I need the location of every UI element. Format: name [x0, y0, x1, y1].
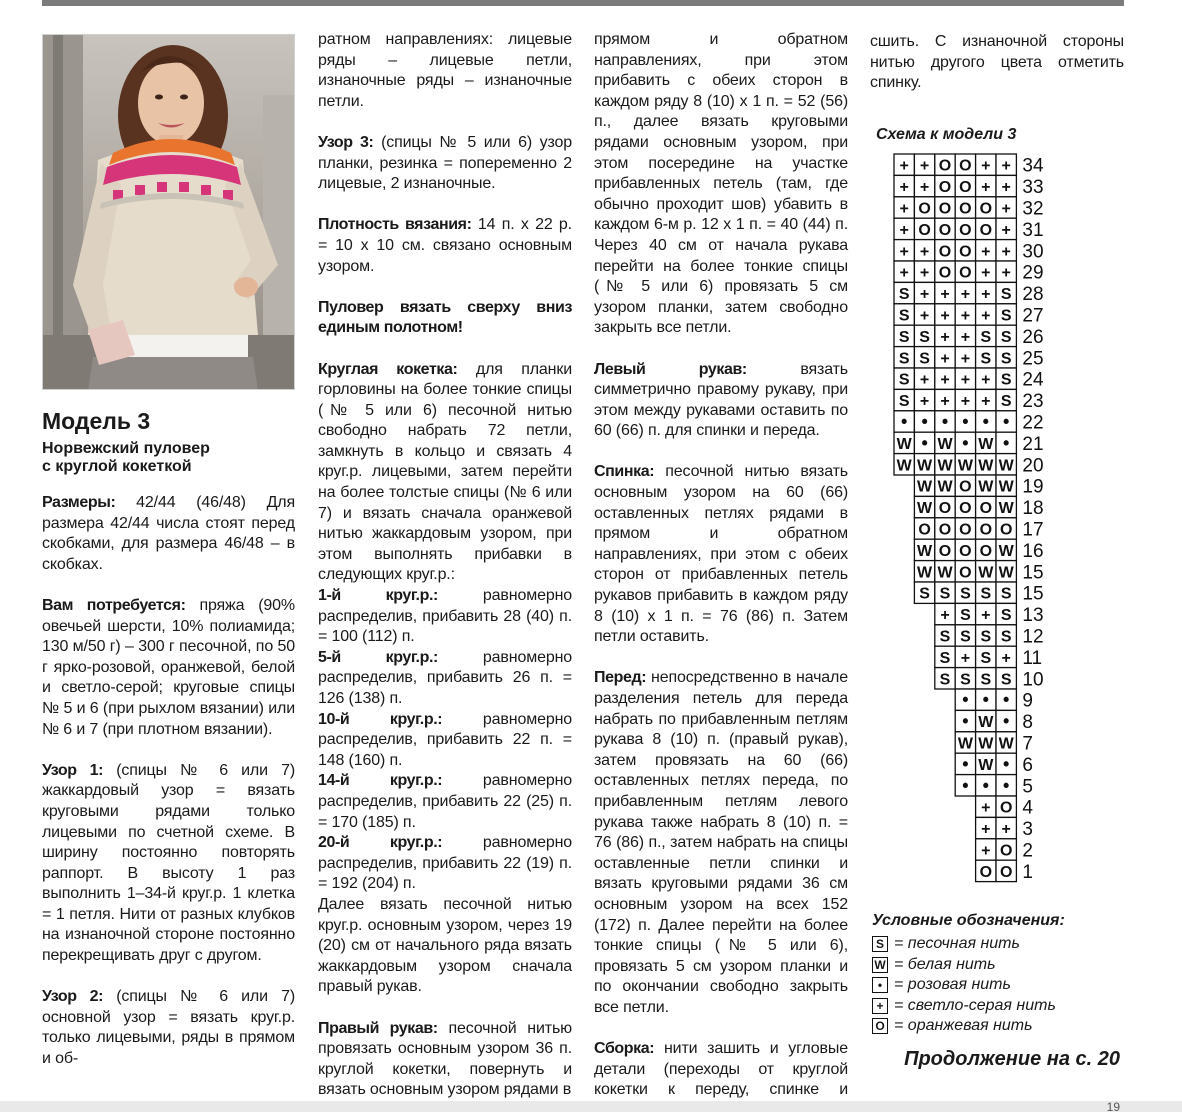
chart-cell-grey: +	[960, 307, 971, 325]
chart-row-label: 2	[1022, 840, 1033, 862]
chart-cell-white: W	[957, 735, 973, 753]
chart-cell-sand: S	[980, 350, 992, 368]
chart-cell-grey: +	[960, 649, 971, 667]
chart-cell-sand: S	[939, 585, 951, 603]
chart-cell-white: W	[998, 457, 1014, 475]
chart-cell-sand: S	[1000, 350, 1012, 368]
chart-title: Схема к модели 3	[876, 126, 1017, 143]
knitting-chart	[890, 152, 1070, 892]
chart-cell-sand: S	[898, 350, 910, 368]
chart-cell-grey: +	[899, 221, 909, 239]
chart-row-label: 22	[1022, 412, 1044, 434]
orange-ring-icon: O	[872, 1018, 888, 1034]
chart-row-label: 12	[1022, 626, 1044, 648]
round-1-lead: 1-й круг.р.:	[318, 587, 438, 605]
chart-cell-sand: S	[1000, 328, 1012, 346]
chart-cell-white: W	[917, 564, 933, 582]
chart-cell-grey: +	[981, 157, 991, 175]
chart-cell-orange: O	[959, 478, 972, 496]
pattern-3-lead: Узор 3:	[318, 133, 374, 151]
chart-cell-sand: S	[960, 628, 971, 646]
chart-cell-sand: S	[919, 350, 930, 368]
chart-row-label: 15	[1022, 583, 1044, 605]
chart-cell-white: W	[937, 564, 953, 582]
chart-cell-grey: +	[919, 264, 930, 282]
chart-row-label: 29	[1022, 262, 1044, 284]
chart-cell-orange: O	[959, 521, 972, 539]
round-1-paragraph	[318, 586, 572, 648]
chart-cell-orange: O	[918, 521, 931, 539]
chart-row-label: 10	[1022, 669, 1044, 691]
chart-cell-white: W	[998, 542, 1014, 560]
round-5-text: равномерно распределив, прибавить 26 п. = 126 (138) п.	[318, 648, 572, 707]
chart-cell-sand: S	[919, 328, 930, 346]
chart-cell-orange: O	[959, 542, 972, 560]
chart-cell-orange: O	[979, 542, 993, 560]
chart-cell-orange: O	[999, 521, 1013, 539]
model-subtitle-line-1: Норвежский пуловер	[42, 440, 210, 457]
chart-cell-grey: +	[1001, 200, 1011, 218]
chart-cell-orange: O	[938, 179, 952, 197]
chart-row-label: 6	[1022, 754, 1033, 776]
assembly-continued: сшить. С изнаночной стороны нитью другого цвета отметить спинку.	[870, 33, 1124, 92]
pattern-2-paragraph	[42, 987, 295, 1069]
chart-row-label: 19	[1022, 476, 1044, 498]
chart-cell-orange: O	[979, 221, 993, 239]
materials-text: пряжа (90% овечьей шерсти, 10% полиамида; 130 м/50 г) – 300 г песочной, по 50 г ярко-розовой, оранжевой, белой и светло-серой; круговые спицы № 5 и 6 (при рыхлом вязании) или № 6 и 7 (при плотном вязании).	[42, 596, 296, 738]
legend-label: = песочная нить	[894, 935, 1020, 953]
chart-row-label: 26	[1022, 326, 1044, 348]
chart-cell-sand: S	[1000, 671, 1012, 689]
chart-cell-sand: S	[898, 307, 910, 325]
chart-cell-grey: +	[981, 243, 991, 261]
round-10-paragraph	[318, 710, 572, 772]
chart-cell-grey: +	[940, 371, 950, 389]
assembly-lead: Сборка:	[594, 1040, 655, 1058]
chart-cell-sand: S	[1000, 307, 1012, 325]
legend-label: = светло-серая нить	[894, 996, 1056, 1014]
chart-cell-orange: O	[999, 863, 1013, 881]
round-14-paragraph	[318, 771, 572, 833]
pink-dot-icon: •	[872, 977, 888, 993]
yoke-continuation: Далее вязать песочной нитью круг.р. основным узором, через 19 (20) см от начального ряда вязать жаккардовым узором сначала правый рукав.	[318, 895, 572, 996]
chart-cell-grey: +	[960, 371, 971, 389]
chart-cell-white: W	[978, 756, 994, 774]
right-sleeve-paragraph	[318, 1019, 572, 1101]
legend	[872, 934, 1056, 1037]
chart-cell-sand: S	[960, 607, 971, 625]
chart-row-label: 20	[1022, 455, 1044, 477]
chart-cell-white: W	[957, 457, 973, 475]
chart-cell-grey: +	[940, 607, 950, 625]
round-20-lead: 20-й круг.р.:	[318, 834, 443, 852]
chart-cell-pink: •	[1003, 775, 1010, 796]
round-5-paragraph	[318, 648, 572, 710]
chart-cell-orange: O	[999, 842, 1013, 860]
chart-cell-white: W	[978, 735, 994, 753]
chart-row-label: 8	[1022, 712, 1033, 734]
chart-cell-orange: O	[938, 243, 952, 261]
chart-cell-pink: •	[962, 775, 969, 796]
chart-cell-orange: O	[979, 863, 993, 881]
chart-cell-pink: •	[1003, 411, 1010, 432]
chart-cell-white: W	[917, 542, 933, 560]
round-20-paragraph	[318, 833, 572, 895]
chart-cell-grey: +	[981, 821, 991, 839]
chart-cell-sand: S	[980, 585, 992, 603]
chart-cell-orange: O	[938, 200, 952, 218]
density-text: 14 п. х 22 р. = 10 х 10 см. связано основным узором.	[318, 216, 572, 275]
chart-cell-grey: +	[960, 328, 971, 346]
chart-row-label: 21	[1022, 433, 1044, 455]
chart-cell-orange: O	[938, 521, 952, 539]
chart-cell-white: W	[896, 457, 912, 475]
chart-cell-grey: +	[1001, 243, 1011, 261]
chart-cell-white: W	[978, 564, 994, 582]
chart-cell-grey: +	[1001, 221, 1011, 239]
chart-row-label: 34	[1022, 155, 1044, 177]
chart-row-label: 25	[1022, 348, 1044, 370]
front-lead: Перед:	[594, 669, 647, 687]
chart-cell-orange: O	[959, 179, 972, 197]
chart-row-label: 23	[1022, 391, 1044, 413]
chart-cell-pink: •	[901, 411, 908, 432]
chart-cell-white: W	[998, 478, 1014, 496]
chart-cell-sand: S	[939, 628, 951, 646]
chart-cell-white: W	[978, 435, 994, 453]
round-10-lead: 10-й круг.р.:	[318, 710, 443, 728]
chart-cell-orange: O	[979, 200, 993, 218]
legend-title: Условные обозначения:	[872, 912, 1065, 929]
legend-label: = белая нить	[894, 955, 996, 973]
legend-item-pink	[872, 975, 1056, 996]
chart-cell-grey: +	[981, 264, 991, 282]
legend-item-white	[872, 955, 1056, 976]
chart-cell-white: W	[917, 478, 933, 496]
chart-cell-pink: •	[962, 753, 969, 774]
chart-cell-grey: +	[940, 393, 950, 411]
chart-cell-pink: •	[1003, 753, 1010, 774]
chart-cell-pink: •	[962, 432, 969, 453]
chart-cell-sand: S	[919, 585, 930, 603]
chart-row-label: 1	[1022, 861, 1033, 883]
chart-cell-orange: O	[918, 200, 931, 218]
chart-cell-orange: O	[959, 221, 972, 239]
chart-cell-sand: S	[1000, 628, 1012, 646]
sizes-text: 42/44 (46/48) Для размера 42/44 числа стоят перед скобками, для размера 46/48 – в скобках.	[42, 494, 295, 573]
chart-row-label: 24	[1022, 369, 1044, 391]
chart-cell-orange: O	[959, 264, 972, 282]
chart-cell-orange: O	[938, 264, 952, 282]
assembly-text: нити зашить и угловые детали (переходы от круглой кокетки к переду, спинке и	[594, 1040, 848, 1099]
chart-cell-grey: +	[919, 371, 930, 389]
right-sleeve-text: песочной нитью провязать основным узором 36 п. круглой кокетки, повернуть и вязать основным узором рядами в	[318, 1019, 572, 1099]
chart-cell-white: W	[896, 435, 912, 453]
top-rule	[42, 0, 1124, 6]
round-1-text: равномерно распределив, прибавить 28 (40) п. = 100 (112) п.	[318, 587, 572, 646]
chart-cell-pink: •	[982, 411, 989, 432]
chart-row-label: 9	[1022, 690, 1033, 712]
chart-cell-white: W	[978, 714, 994, 732]
chart-cell-orange: O	[938, 157, 952, 175]
chart-cell-pink: •	[921, 411, 928, 432]
chart-cell-sand: S	[980, 628, 992, 646]
chart-row-label: 7	[1022, 733, 1033, 755]
model-photo	[42, 34, 295, 390]
front-paragraph	[594, 668, 848, 1018]
round-10-text: равномерно распределив, прибавить 22 п. = 148 (160) п.	[318, 710, 572, 769]
chart-cell-grey: +	[1001, 179, 1011, 197]
chart-cell-orange: O	[959, 564, 972, 582]
chart-cell-grey: +	[981, 179, 991, 197]
chart-cell-white: W	[937, 478, 953, 496]
chart-cell-pink: •	[921, 432, 928, 453]
sizes-paragraph	[42, 493, 295, 575]
chart-cell-grey: +	[919, 243, 930, 261]
chart-cell-white: W	[998, 500, 1014, 518]
model-photo-illustration	[43, 35, 295, 390]
chart-row-label: 33	[1022, 177, 1044, 199]
chart-row-label: 17	[1022, 519, 1044, 541]
column-3	[594, 30, 848, 1112]
density-lead: Плотность вязания:	[318, 216, 472, 234]
right-sleeve-continued: прямом и обратном направлениях, при этом прибавить с обеих сторон в каждом ряду 8 (10) х 1 п. = 52 (56) п., далее вязать круговыми рядами основным узором, при этом посередине на участке прибавленных петель (там, где обычно проходит шов) убавить в каждом 6-м р. 12 х 1 п. = 40 (44) п. Через 40 см от начала рукава перейти на более тонкие спицы (№ 5 или 6) провязать 5 см узором планки, затем свободно закрыть все петли.	[594, 31, 848, 337]
chart-cell-white: W	[937, 435, 953, 453]
chart-row-label: 13	[1022, 605, 1044, 627]
right-sleeve-lead: Правый рукав:	[318, 1019, 438, 1037]
chart-cell-sand: S	[1000, 585, 1012, 603]
yoke-paragraph	[318, 360, 572, 587]
chart-cell-grey: +	[981, 371, 991, 389]
model-title: Модель 3	[42, 408, 151, 434]
round-5-lead: 5-й круг.р.:	[318, 648, 438, 666]
chart-cell-grey: +	[981, 607, 991, 625]
chart-cell-grey: +	[940, 286, 950, 304]
chart-row-label: 30	[1022, 241, 1044, 263]
chart-cell-pink: •	[962, 711, 969, 732]
chart-cell-orange: O	[959, 157, 972, 175]
sand-symbol-icon: S	[872, 936, 888, 952]
chart-cell-orange: O	[979, 500, 993, 518]
round-20-text: равномерно распределив, прибавить 22 (19) п. = 192 (204) п.	[318, 834, 572, 893]
white-symbol-icon: W	[872, 957, 888, 973]
column-4	[870, 32, 1124, 94]
model-subtitle-line-2: с круглой кокеткой	[42, 458, 192, 475]
pattern-3-text: (спицы № 5 или 6) узор планки, резинка = попеременно 2 лицевые, 2 изнаночные.	[318, 133, 572, 193]
chart-cell-grey: +	[899, 200, 909, 218]
chart-cell-grey: +	[981, 286, 991, 304]
chart-cell-sand: S	[898, 286, 910, 304]
chart-cell-pink: •	[1003, 689, 1010, 710]
yoke-text: для планки горловины на более тонкие спицы (№ 5 или 6) песочной нитью свободно набрать 72 петли, замкнуть в кольцо и связать 4 круг.р. лицевыми, затем перейти на более толстые спицы (№ 6 или 7) и вязать сначала оранжевой нитью жаккардовым узором, при этом выполнять прибавки в следующих круг.р.:	[318, 360, 572, 584]
chart-cell-pink: •	[982, 775, 989, 796]
chart-cell-grey: +	[899, 157, 909, 175]
chart-cell-sand: S	[980, 328, 992, 346]
chart-cell-sand: S	[1000, 393, 1012, 411]
yoke-lead: Круглая кокетка:	[318, 360, 458, 378]
chart-cell-pink: •	[982, 689, 989, 710]
pattern-2-text: (спицы № 6 или 7) основной узор = вязать круг.р. только лицевыми, ряды в прямом и об-	[42, 988, 295, 1068]
sizes-lead: Размеры:	[42, 494, 116, 511]
chart-cell-pink: •	[941, 411, 949, 432]
legend-label: = розовая нить	[894, 976, 1011, 994]
front-text: непосредственно в начале разделения петель для переда набрать по прибавленным петлям рукава 8 (10) п. (правый рукав), затем провязать на 60 (66) оставленных петлях переда, по прибавленным петлям левого рукава также набрать 8 (10) п. = 76 (86) п., затем набрать на спицы оставленные петли спинки и вязать круговыми рядами 36 см основным узором на всех 152 (172) п. Далее перейти на более тонкие спицы (№ 5 или 6), провязать 5 см узором планки и по окончании свободно закрыть все петли.	[594, 669, 848, 1016]
chart-cell-grey: +	[919, 393, 930, 411]
chart-row-label: 5	[1022, 776, 1033, 798]
bottom-rule	[0, 1101, 1182, 1112]
chart-cell-orange: O	[938, 221, 952, 239]
chart-cell-orange: O	[959, 243, 972, 261]
chart-cell-sand: S	[939, 649, 951, 667]
knitting-note: Пуловер вязать сверху вниз единым полотном!	[318, 298, 572, 337]
chart-cell-sand: S	[960, 671, 971, 689]
chart-cell-sand: S	[980, 671, 992, 689]
chart-cell-orange: O	[959, 500, 972, 518]
pattern-1-lead: Узор 1:	[42, 761, 104, 779]
chart-cell-grey: +	[899, 264, 909, 282]
chart-cell-orange: O	[959, 200, 972, 218]
chart-cell-grey: +	[919, 286, 930, 304]
chart-row-label: 11	[1022, 647, 1043, 669]
chart-row-label: 16	[1022, 540, 1044, 562]
chart-cell-grey: +	[981, 799, 991, 817]
chart-cell-pink: •	[1003, 432, 1010, 453]
chart-cell-pink: •	[962, 689, 969, 710]
chart-cell-sand: S	[898, 393, 910, 411]
pattern-3-paragraph	[318, 133, 572, 195]
legend-item-grey	[872, 996, 1056, 1017]
chart-cell-orange: O	[938, 542, 952, 560]
pattern-1-text: (спицы № 6 или 7) жаккардовый узор = вязать круговыми рядами только лицевыми по счетной схеме. В ширину постоянно повторять раппорт. В высоту 1 раз выполнить 1–34-й круг.р. 1 клетка = 1 петля. Нити от разных клубков на изнаночной стороне постоянно перекрещивать друг с другом.	[42, 761, 295, 965]
chart-cell-white: W	[998, 735, 1014, 753]
chart-row-label: 18	[1022, 498, 1044, 520]
round-14-lead: 14-й круг.р.:	[318, 772, 443, 790]
chart-cell-grey: +	[960, 393, 971, 411]
chart-row-label: 28	[1022, 284, 1044, 306]
chart-cell-grey: +	[919, 307, 930, 325]
back-text: песочной нитью вязать основным узором на 60 (66) оставленных петлях рядами в прямом и обратном направлениях, при этом с обеих сторон от прибавленных петель рукавов прибавить в каждом ряду 8 (10) х 1 п. = 76 (86) п. Затем петли оставить.	[594, 463, 848, 646]
pattern-2-continued: ратном направлениях: лицевые ряды – лицевые петли, изнаночные ряды – изнаночные петли.	[318, 31, 572, 110]
chart-cell-sand: S	[898, 371, 910, 389]
chart-cell-grey: +	[981, 307, 991, 325]
chart-cell-sand: S	[980, 649, 992, 667]
chart-cell-sand: S	[939, 671, 951, 689]
chart-cell-grey: +	[899, 243, 909, 261]
chart-cell-sand: S	[960, 585, 971, 603]
chart-row-label: 27	[1022, 305, 1044, 327]
chart-cell-pink: •	[1003, 711, 1010, 732]
legend-label: = оранжевая нить	[894, 1017, 1033, 1035]
chart-cell-grey: +	[940, 350, 950, 368]
legend-item-sand	[872, 934, 1056, 955]
chart-cell-grey: +	[960, 350, 971, 368]
round-14-text: равномерно распределив, прибавить 22 (25) п. = 170 (185) п.	[318, 772, 572, 831]
chart-cell-grey: +	[981, 393, 991, 411]
chart-cell-grey: +	[960, 286, 971, 304]
chart-cell-grey: +	[899, 179, 909, 197]
chart-cell-orange: O	[918, 221, 931, 239]
chart-cell-grey: +	[940, 307, 950, 325]
chart-cell-pink: •	[962, 411, 969, 432]
materials-lead: Вам потребуется:	[42, 596, 186, 614]
chart-row-label: 15	[1022, 562, 1044, 584]
chart-cell-sand: S	[1000, 286, 1012, 304]
left-sleeve-text: вязать симметрично правому рукаву, при этом между рукавами оставить по 60 (66) п. для спинки и переда.	[594, 360, 848, 440]
chart-cell-orange: O	[979, 521, 993, 539]
chart-cell-orange: O	[938, 500, 952, 518]
chart-row-label: 31	[1022, 219, 1044, 241]
chart-cell-white: W	[937, 457, 953, 475]
chart-cell-grey: +	[981, 842, 991, 860]
chart-cell-sand: S	[1000, 607, 1012, 625]
chart-cell-white: W	[917, 457, 933, 475]
column-1	[42, 406, 295, 1070]
chart-cell-sand: S	[1000, 371, 1012, 389]
pattern-2-lead: Узор 2:	[42, 988, 104, 1006]
chart-cell-grey: +	[919, 179, 930, 197]
chart-cell-grey: +	[919, 157, 930, 175]
chart-cell-grey: +	[1001, 264, 1011, 282]
chart-cell-sand: S	[898, 328, 910, 346]
chart-row-label: 3	[1022, 819, 1033, 841]
left-sleeve-lead: Левый рукав:	[594, 360, 747, 378]
chart-cell-orange: O	[999, 799, 1013, 817]
chart-cell-grey: +	[1001, 821, 1011, 839]
chart-cell-grey: +	[940, 328, 950, 346]
back-paragraph	[594, 462, 848, 647]
pattern-1-paragraph	[42, 761, 295, 967]
column-2	[318, 30, 572, 1101]
chart-cell-grey: +	[1001, 649, 1011, 667]
page-number: 19	[1106, 1100, 1120, 1112]
legend-item-orange	[872, 1016, 1056, 1037]
chart-cell-white: W	[917, 500, 933, 518]
materials-paragraph	[42, 596, 295, 740]
continue-note: Продолжение на с. 20	[904, 1048, 1120, 1070]
left-sleeve-paragraph	[594, 360, 848, 442]
chart-cell-white: W	[978, 478, 994, 496]
back-lead: Спинка:	[594, 463, 655, 481]
chart-cell-grey: +	[1001, 157, 1011, 175]
chart-row-label: 4	[1022, 797, 1033, 819]
density-paragraph	[318, 215, 572, 277]
grey-plus-icon: +	[872, 998, 888, 1014]
chart-cell-white: W	[998, 564, 1014, 582]
chart-cell-white: W	[978, 457, 994, 475]
chart-row-label: 32	[1022, 198, 1044, 220]
